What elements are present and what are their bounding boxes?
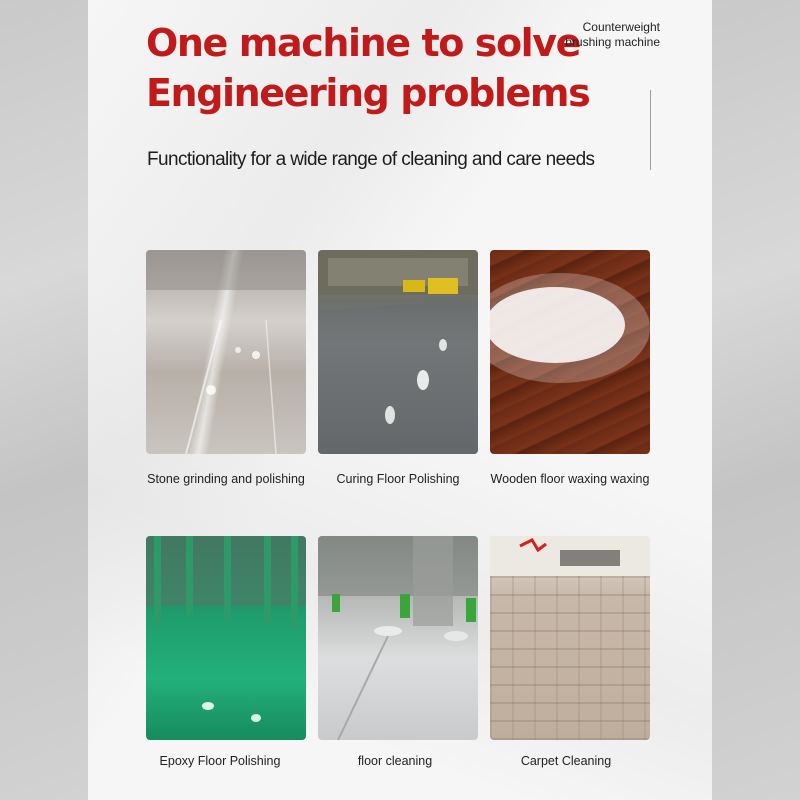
- factory-floor-illustration: [318, 250, 478, 454]
- subtitle: Functionality for a wide range of cleaning and care needs: [147, 149, 595, 170]
- floor-cleaning-illustration: [318, 536, 478, 740]
- left-marble-margin: [0, 0, 88, 800]
- wood-floor-photo: [490, 250, 650, 454]
- epoxy-floor-illustration: [146, 536, 306, 740]
- caption-curing: Curing Floor Polishing: [336, 472, 460, 486]
- headline: [146, 18, 589, 118]
- right-marble-margin: [712, 0, 800, 800]
- caption-stone: Stone grinding and polishing: [147, 472, 305, 486]
- stone-floor-illustration: [146, 250, 306, 454]
- epoxy-floor-photo: [146, 536, 306, 740]
- carpet-illustration: [490, 536, 650, 740]
- caption-wood: Wooden floor waxing waxing: [490, 472, 650, 486]
- stone-polishing-photo: [146, 250, 306, 454]
- headline-line-1: One machine to solve: [146, 21, 581, 65]
- tagline-line-1: Counterweight: [582, 20, 660, 34]
- wood-floor-illustration: [490, 250, 650, 454]
- divider-line: [650, 90, 651, 170]
- headline-line-2: Engineering problems: [146, 71, 590, 115]
- floor-cleaning-photo: [318, 536, 478, 740]
- caption-floor-cleaning: floor cleaning: [357, 754, 433, 768]
- product-tagline: [540, 20, 660, 50]
- carpet-cleaning-photo: [490, 536, 650, 740]
- curing-floor-photo: [318, 250, 478, 454]
- caption-carpet: Carpet Cleaning: [520, 754, 612, 768]
- caption-epoxy: Epoxy Floor Polishing: [159, 754, 281, 768]
- tagline-line-2: brushing machine: [565, 35, 660, 49]
